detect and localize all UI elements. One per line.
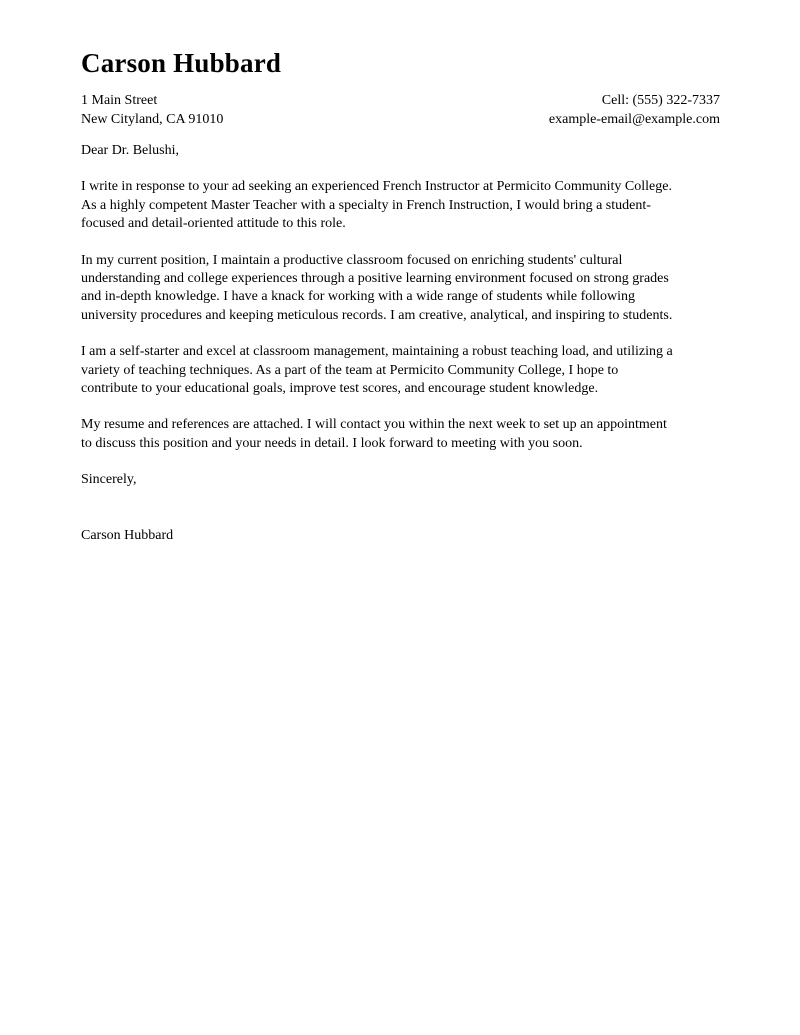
paragraph-line: understanding and college experiences through a positive learning environment focused on strong grades: [81, 271, 669, 287]
paragraph-line: variety of teaching techniques. As a part of the team at Permicito Community College, I hope to: [81, 362, 619, 378]
sender-name-heading: Carson Hubbard: [81, 48, 282, 78]
paragraph-line: My resume and references are attached. I will contact you within the next week to set up an appointment: [81, 417, 667, 433]
paragraph-line: focused and detail-oriented attitude to this role.: [81, 216, 346, 232]
paragraph-line: to discuss this position and your needs in detail. I look forward to meeting with you soon.: [81, 435, 583, 451]
paragraph-current-position: [81, 252, 736, 326]
phone-number: Cell: (555) 322-7337: [601, 93, 720, 108]
paragraph-follow-up: [81, 416, 736, 453]
address-line-city: New Cityland, CA 91010: [81, 112, 224, 127]
sender-contact-info: [549, 91, 720, 129]
paragraph-intro: [81, 178, 736, 233]
paragraph-line: and in-depth knowledge. I have a knack for working with a wide range of students while following: [81, 289, 636, 305]
letter-body: [81, 142, 736, 545]
paragraph-skills: [81, 343, 736, 398]
email-address: example-email@example.com: [548, 112, 720, 127]
paragraph-line: I am a self-starter and excel at classroom management, maintaining a robust teaching load, and utilizing a: [81, 344, 673, 360]
sender-address: [81, 91, 223, 129]
address-line-street: 1 Main Street: [81, 93, 158, 108]
paragraph-line: In my current position, I maintain a productive classroom focused on enriching students' cultural: [81, 252, 623, 268]
paragraph-line: I write in response to your ad seeking an experienced French Instructor at Permicito Community College.: [81, 179, 672, 195]
salutation: Dear Dr. Belushi,: [81, 143, 179, 158]
contact-block: [81, 91, 720, 129]
paragraph-line: contribute to your educational goals, improve test scores, and encourage student knowledge.: [81, 381, 599, 397]
paragraph-line: As a highly competent Master Teacher with a specialty in French Instruction, I would bring a student-: [81, 197, 651, 213]
paragraph-line: university procedures and keeping meticulous records. I am creative, analytical, and inspiring to students.: [81, 307, 673, 323]
signature-name: Carson Hubbard: [81, 527, 174, 543]
closing-salutation: Sincerely,: [81, 472, 137, 488]
